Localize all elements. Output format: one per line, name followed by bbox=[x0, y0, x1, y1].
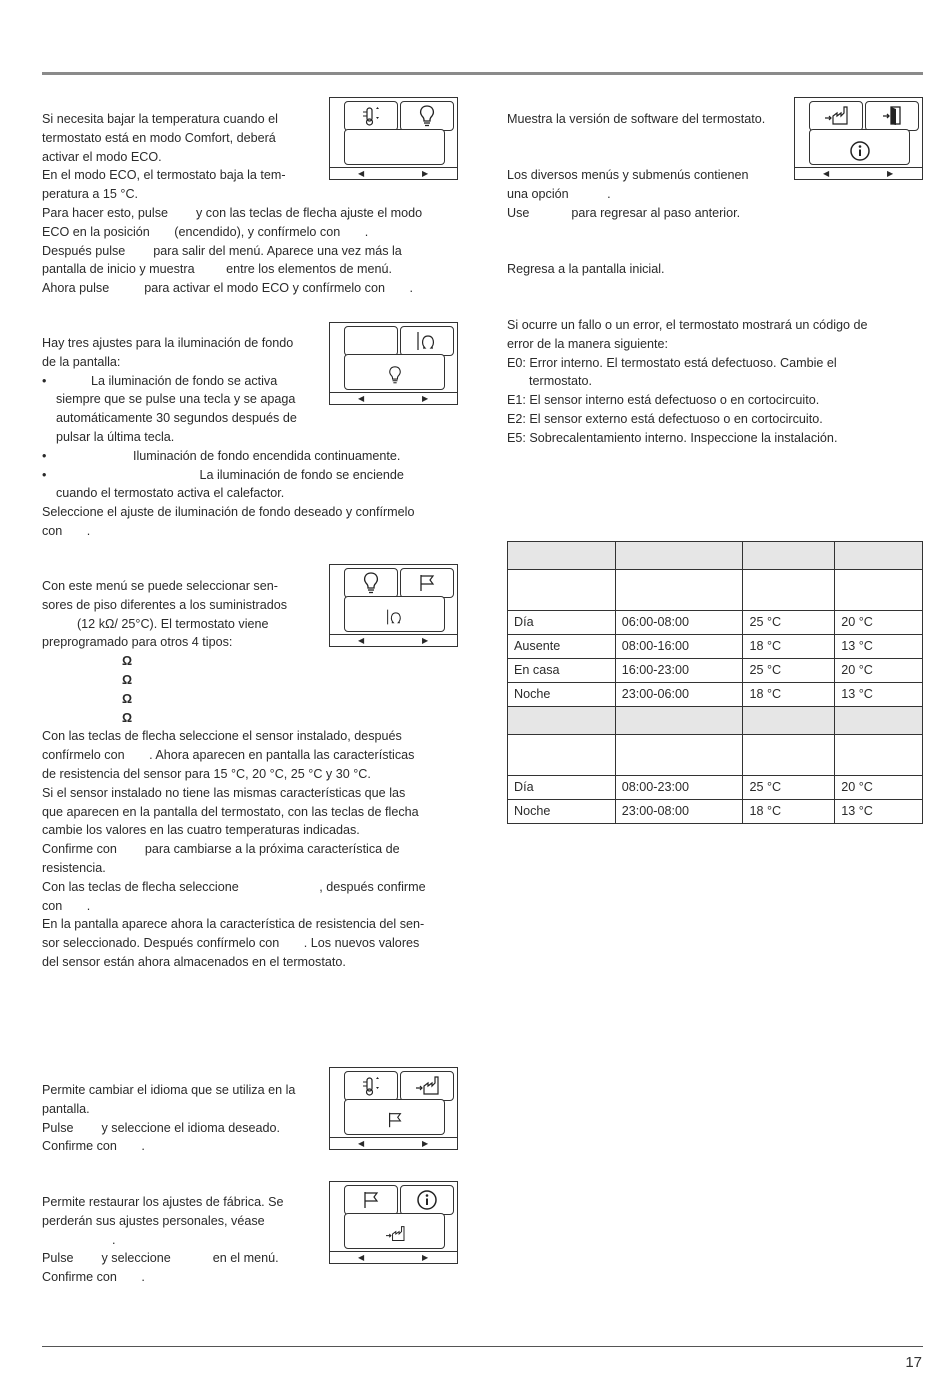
screen bbox=[344, 596, 445, 632]
sensor-line: del sensor están ahora almacenados en el termostato. bbox=[42, 954, 346, 969]
backlight-line: • La iluminación de fondo se activa bbox=[56, 373, 278, 388]
table-row bbox=[508, 635, 923, 659]
table-cell: 20 °C bbox=[835, 776, 923, 800]
bottom-rule bbox=[42, 1346, 923, 1347]
flag-icon bbox=[386, 1111, 404, 1129]
sensor-line: Con las teclas de flecha seleccione el sensor instalado, después bbox=[42, 729, 402, 744]
sensor-type-omega: Ω bbox=[122, 672, 133, 687]
arrow-right-icon: ▶ bbox=[887, 169, 894, 178]
arrow-right-icon: ▶ bbox=[422, 169, 429, 178]
arrow-left-icon: ◀ bbox=[358, 169, 365, 178]
program-table bbox=[507, 541, 923, 824]
eco-line: En el modo ECO, el termostato baja la tem- bbox=[42, 168, 286, 183]
table-cell: 08:00-23:00 bbox=[615, 776, 743, 800]
backlight-line: Hay tres ajustes para la iluminación de fondo bbox=[42, 336, 294, 350]
language-line: Pulse y seleccione el idioma deseado. bbox=[42, 1120, 281, 1135]
error-e0-cont: termostato. bbox=[529, 374, 592, 389]
table-cell: 25 °C bbox=[743, 611, 835, 635]
display-diagram-factory bbox=[329, 1181, 458, 1264]
error-e5: E5: Sobrecalentamiento interno. Inspeccione la instalación. bbox=[507, 430, 838, 445]
errors-line: error de la manera siguiente: bbox=[507, 336, 669, 351]
table-cell: 13 °C bbox=[835, 635, 923, 659]
backlight-line: cuando el termostato activa el calefactor. bbox=[56, 486, 285, 501]
eco-line: pantalla de inicio y muestra entre los elementos de menú. bbox=[42, 262, 393, 277]
table-cell: 23:00-06:00 bbox=[615, 683, 743, 707]
table-cell: 16:00-23:00 bbox=[615, 659, 743, 683]
factory-line: Pulse y seleccione en el menú. bbox=[42, 1251, 279, 1266]
table-cell: 06:00-08:00 bbox=[615, 611, 743, 635]
arrow-left-icon: ◀ bbox=[358, 1253, 365, 1262]
key-bulb bbox=[400, 101, 454, 131]
version-section bbox=[507, 110, 797, 129]
sensor-line: Con este menú se puede seleccionar sen- bbox=[42, 579, 278, 593]
table-subheader-row bbox=[508, 570, 923, 611]
table-row bbox=[508, 611, 923, 635]
error-e0: E0: Error interno. El termostato está defectuoso. Cambie el bbox=[507, 355, 837, 370]
eco-line: Si necesita bajar la temperatura cuando el bbox=[42, 112, 278, 126]
back-line: una opción . bbox=[507, 186, 611, 201]
screen bbox=[344, 1213, 445, 1249]
language-section bbox=[42, 1081, 342, 1156]
backlight-line: • La iluminación de fondo se enciende bbox=[56, 467, 404, 482]
display-diagram-sensor bbox=[329, 564, 458, 647]
sensor-line: (12 kΩ/ 25°C). El termostato viene bbox=[42, 616, 269, 631]
eco-line: Para hacer esto, pulse y con las teclas de flecha ajuste el modo bbox=[42, 205, 423, 220]
table-cell: 18 °C bbox=[743, 635, 835, 659]
backlight-line: siempre que se pulse una tecla y se apaga bbox=[56, 392, 296, 407]
eco-line: Ahora pulse para activar el modo ECO y confírmelo con . bbox=[42, 281, 413, 296]
table-cell: 20 °C bbox=[835, 659, 923, 683]
sensor-line: preprogramado para otros 4 tipos: bbox=[42, 635, 233, 650]
eco-line: activar el modo ECO. bbox=[42, 149, 162, 164]
sensor-line: Confirme con para cambiarse a la próxima característica de bbox=[42, 842, 400, 857]
key-blank bbox=[344, 326, 398, 356]
bulb-icon bbox=[416, 104, 438, 128]
display-diagram-version bbox=[794, 97, 923, 180]
info-icon bbox=[416, 1189, 438, 1211]
errors-line: Si ocurre un fallo o un error, el termostato mostrará un código de bbox=[507, 318, 868, 332]
divider bbox=[795, 167, 922, 168]
sensor-type-omega: Ω bbox=[122, 691, 133, 706]
key-exit bbox=[865, 101, 919, 131]
thermometer-arrows-icon bbox=[359, 1075, 383, 1097]
table-cell: Día bbox=[508, 611, 616, 635]
sensor-type-omega: Ω bbox=[122, 654, 133, 669]
screen bbox=[344, 354, 445, 390]
sensor-line: con . bbox=[42, 898, 91, 913]
backlight-bullet bbox=[42, 466, 472, 504]
version-line: Muestra la versión de software del termostato. bbox=[507, 112, 766, 126]
display-diagram-language bbox=[329, 1067, 458, 1150]
sensor-omega-icon bbox=[385, 608, 405, 626]
arrow-right-icon: ▶ bbox=[422, 1253, 429, 1262]
page-number: 17 bbox=[905, 1354, 922, 1371]
backlight-line: Seleccione el ajuste de iluminación de fondo deseado y confírmelo bbox=[42, 505, 415, 520]
table-cell: 23:00-08:00 bbox=[615, 800, 743, 824]
table-row bbox=[508, 800, 923, 824]
language-line: pantalla. bbox=[42, 1101, 90, 1116]
table-header-row bbox=[508, 542, 923, 570]
screen bbox=[809, 129, 910, 165]
eco-line: ECO en la posición (encendido), y confírmelo con . bbox=[42, 224, 369, 239]
screen bbox=[344, 1099, 445, 1135]
arrow-left-icon: ◀ bbox=[358, 1139, 365, 1148]
display-diagram-backlight bbox=[329, 322, 458, 405]
arrow-left-icon: ◀ bbox=[823, 169, 830, 178]
arrow-right-icon: ▶ bbox=[422, 394, 429, 403]
eco-line: termostato está en modo Comfort, deberá bbox=[42, 130, 276, 145]
eco-line: Después pulse para salir del menú. Aparece una vez más la bbox=[42, 243, 402, 258]
factory-line: perderán sus ajustes personales, véase bbox=[42, 1213, 265, 1228]
table-row bbox=[508, 659, 923, 683]
key-flag bbox=[400, 568, 454, 598]
sensor-line: En la pantalla aparece ahora la característica de resistencia del sen- bbox=[42, 917, 425, 932]
backlight-line: pulsar la última tecla. bbox=[56, 429, 175, 444]
arrow-left-icon: ◀ bbox=[358, 636, 365, 645]
table-cell: En casa bbox=[508, 659, 616, 683]
factory-line: Confirme con . bbox=[42, 1270, 145, 1285]
sensor-omega-icon bbox=[415, 330, 439, 352]
divider bbox=[330, 1137, 457, 1138]
key-sensor bbox=[400, 326, 454, 356]
divider bbox=[330, 392, 457, 393]
sensor-type-omega: Ω bbox=[122, 710, 133, 725]
info-icon bbox=[849, 140, 871, 162]
key-info bbox=[400, 1185, 454, 1215]
sensor-line: de resistencia del sensor para 15 °C, 20 °C, 25 °C y 30 °C. bbox=[42, 766, 371, 781]
key-bulb bbox=[344, 568, 398, 598]
screen bbox=[344, 129, 445, 165]
thermometer-arrows-icon bbox=[359, 105, 383, 127]
key-thermometer bbox=[344, 1071, 398, 1101]
sensor-line: Si el sensor instalado no tiene las mismas características que las bbox=[42, 785, 406, 800]
errors-section bbox=[507, 316, 923, 448]
language-line: Permite cambiar el idioma que se utiliza en la bbox=[42, 1083, 296, 1097]
key-factory bbox=[400, 1071, 454, 1101]
error-e2: E2: El sensor externo está defectuoso o en cortocircuito. bbox=[507, 411, 823, 426]
flag-icon bbox=[361, 1190, 381, 1210]
sensor-line: cambie los valores en las cuatro temperaturas indicadas. bbox=[42, 823, 360, 838]
display-diagram-eco bbox=[329, 97, 458, 180]
table-cell: 18 °C bbox=[743, 683, 835, 707]
table-cell: Noche bbox=[508, 800, 616, 824]
top-rule bbox=[42, 72, 923, 75]
factory-section bbox=[42, 1193, 342, 1287]
sensor-line: Con las teclas de flecha seleccione , después confirme bbox=[42, 879, 426, 894]
exit-door-icon bbox=[881, 105, 903, 127]
back-line: Los diversos menús y submenús contienen bbox=[507, 168, 749, 182]
key-flag bbox=[344, 1185, 398, 1215]
backlight-line: de la pantalla: bbox=[42, 354, 121, 369]
table-cell: 25 °C bbox=[743, 776, 835, 800]
flag-icon bbox=[417, 573, 437, 593]
divider bbox=[330, 634, 457, 635]
backlight-line: automáticamente 30 segundos después de bbox=[56, 411, 297, 426]
table-cell: 20 °C bbox=[835, 611, 923, 635]
home-section bbox=[507, 260, 907, 279]
bulb-icon bbox=[360, 571, 382, 595]
divider bbox=[330, 167, 457, 168]
table-row bbox=[508, 776, 923, 800]
home-line: Regresa a la pantalla inicial. bbox=[507, 262, 665, 276]
table-cell: 13 °C bbox=[835, 683, 923, 707]
error-e1: E1: El sensor interno está defectuoso o en cortocircuito. bbox=[507, 393, 820, 408]
sensor-line: sores de piso diferentes a los suministrados bbox=[42, 597, 288, 612]
sensor-line: resistencia. bbox=[42, 860, 106, 875]
table-cell: 18 °C bbox=[743, 800, 835, 824]
sensor-line: sor seleccionado. Después confírmelo con . Los nuevos valores bbox=[42, 936, 420, 951]
factory-reset-icon bbox=[384, 1225, 406, 1243]
backlight-line: • Iluminación de fondo encendida continuamente. bbox=[56, 448, 401, 463]
table-header-row bbox=[508, 707, 923, 735]
key-factory bbox=[809, 101, 863, 131]
table-row bbox=[508, 683, 923, 707]
arrow-right-icon: ▶ bbox=[422, 636, 429, 645]
eco-line: peratura a 15 °C. bbox=[42, 187, 139, 202]
sensor-line: confírmelo con . Ahora aparecen en pantalla las características bbox=[42, 748, 415, 763]
table-cell: 25 °C bbox=[743, 659, 835, 683]
sensor-line: que aparecen en la pantalla del termostato, con las teclas de flecha bbox=[42, 804, 419, 819]
factory-reset-icon bbox=[414, 1075, 440, 1097]
bulb-icon bbox=[386, 365, 404, 385]
table-cell: Día bbox=[508, 776, 616, 800]
arrow-left-icon: ◀ bbox=[358, 394, 365, 403]
table-cell: 08:00-16:00 bbox=[615, 635, 743, 659]
factory-reset-icon bbox=[823, 105, 849, 127]
backlight-line: con . bbox=[42, 523, 91, 538]
key-thermometer bbox=[344, 101, 398, 131]
factory-line: Permite restaurar los ajustes de fábrica. Se bbox=[42, 1195, 284, 1209]
table-subheader-row bbox=[508, 735, 923, 776]
backlight-bullet bbox=[42, 447, 472, 466]
divider bbox=[330, 1251, 457, 1252]
back-section bbox=[507, 166, 797, 222]
arrow-right-icon: ▶ bbox=[422, 1139, 429, 1148]
language-line: Confirme con . bbox=[42, 1139, 145, 1154]
table-cell: 13 °C bbox=[835, 800, 923, 824]
factory-line: . bbox=[42, 1232, 116, 1247]
table-cell: Ausente bbox=[508, 635, 616, 659]
table-cell: Noche bbox=[508, 683, 616, 707]
back-line: Use para regresar al paso anterior. bbox=[507, 205, 741, 220]
